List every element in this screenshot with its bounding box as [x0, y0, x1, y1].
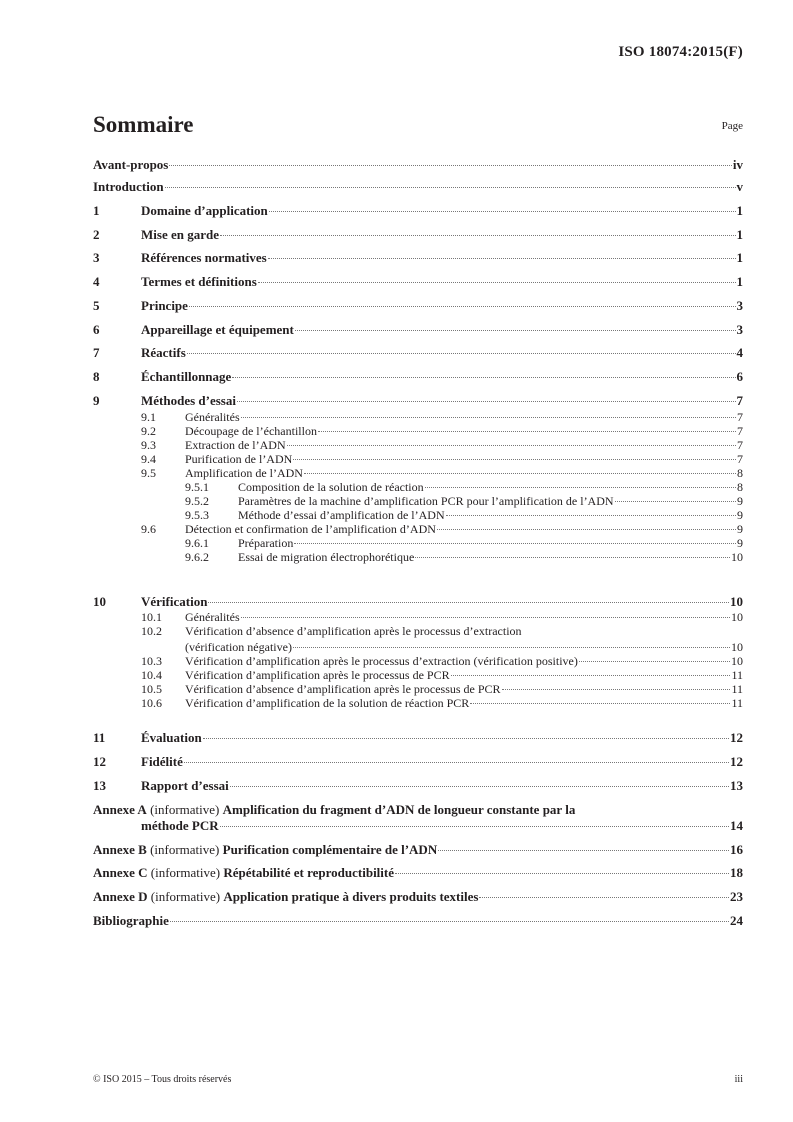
dot-leader: [451, 675, 731, 676]
toc-entry-6[interactable]: [93, 322, 743, 338]
toc-entry-number: 9.2: [141, 424, 156, 438]
annex-informative-tag: (informative): [150, 802, 220, 817]
toc-entry-text: Évaluation: [141, 730, 202, 745]
dot-leader: [203, 738, 729, 739]
toc-entry-text-continued: (vérification négative): [185, 640, 292, 654]
toc-entry-number: 10.2: [141, 624, 162, 638]
toc-entry-8[interactable]: [93, 369, 743, 385]
toc-entry-text: Vérification d’amplification de la solution de réaction PCR: [185, 696, 470, 710]
toc-entry-text: Échantillonnage: [141, 369, 232, 384]
toc-page-number: 7: [737, 410, 743, 424]
toc-entry-number: 9.3: [141, 438, 156, 452]
toc-entry-number: 9.5.1: [185, 480, 209, 494]
toc-entry-number: 9.6.2: [185, 550, 209, 564]
dot-leader: [187, 353, 736, 354]
toc-entry-annex-d[interactable]: [93, 889, 743, 905]
toc-entry-text: Répétabilité et reproductibilité: [223, 865, 395, 880]
dot-leader: [241, 417, 736, 418]
toc-entry-number: 9.4: [141, 452, 156, 466]
toc-entry-1[interactable]: [93, 203, 743, 219]
toc-entry-number: 9.6: [141, 522, 156, 536]
toc-entry-number: 6: [93, 322, 100, 337]
toc-page-number: 10: [730, 594, 743, 609]
toc-page-number: 14: [730, 818, 743, 833]
dot-leader: [220, 235, 736, 236]
toc-entry-text: Extraction de l’ADN: [185, 438, 286, 452]
toc-entry-number: 10.4: [141, 668, 162, 682]
toc-entry-number: 9.1: [141, 410, 156, 424]
toc-entry-number: 8: [93, 369, 100, 384]
annex-informative-tag: (informative): [150, 865, 221, 880]
dot-leader: [287, 445, 736, 446]
toc-page-number: 1: [736, 250, 743, 265]
copyright-notice: © ISO 2015 – Tous droits réservés: [93, 1074, 232, 1085]
toc-entry-text: Détection et confirmation de l’amplification d’ADN: [185, 522, 436, 536]
dot-leader: [269, 211, 736, 212]
annex-label: Annexe B: [93, 842, 147, 857]
page-title: Sommaire: [93, 112, 194, 137]
toc-entry-text: Préparation: [238, 536, 294, 550]
dot-leader: [184, 762, 729, 763]
toc-entry-text: Appareillage et équipement: [141, 322, 294, 337]
toc-entry-annex-b[interactable]: [93, 842, 743, 858]
toc-entry-annex-a[interactable]: [93, 802, 743, 818]
toc-page-number: 16: [730, 842, 743, 857]
toc-entry-text: Méthode d’essai d’amplification de l’ADN: [238, 508, 445, 522]
toc-page-number: iv: [732, 157, 743, 172]
dot-leader: [165, 187, 736, 188]
toc-entry-text: Amplification du fragment d’ADN de longueur constante par la: [222, 802, 576, 817]
toc-page-number: 18: [730, 865, 743, 880]
toc-entry-number: 5: [93, 298, 100, 313]
toc-page-number: 24: [730, 913, 743, 928]
dot-leader: [293, 459, 736, 460]
annex-label: Annexe D: [93, 889, 148, 904]
toc-entry-text: Rapport d’essai: [141, 778, 229, 793]
dot-leader: [579, 661, 730, 662]
dot-leader: [615, 501, 736, 502]
toc-page-number: 7: [737, 438, 743, 452]
toc-entry-5[interactable]: [93, 298, 743, 314]
dot-leader: [437, 529, 736, 530]
toc-entry-text: Application pratique à divers produits textiles: [223, 889, 479, 904]
toc-page-number: 11: [731, 682, 743, 696]
toc-page-number: 8: [737, 480, 743, 494]
toc-page-number: 10: [731, 640, 743, 654]
toc-entry-number: 11: [93, 730, 106, 745]
dot-leader: [237, 401, 736, 402]
toc-entry-number: 4: [93, 274, 100, 289]
toc-page-number: 11: [731, 696, 743, 710]
page-number: iii: [734, 1074, 743, 1085]
toc-entry-text: Vérification: [141, 594, 208, 609]
toc-entry-text: Composition de la solution de réaction: [238, 480, 424, 494]
toc-entry-number: 7: [93, 345, 100, 360]
toc-entry-number: 9.5.2: [185, 494, 209, 508]
toc-entry-text: Références normatives: [141, 250, 267, 265]
toc-entry-text: Domaine d’application: [141, 203, 268, 218]
toc-page-number: 13: [730, 778, 743, 793]
toc-entry-number: 9.6.1: [185, 536, 209, 550]
dot-leader: [318, 431, 736, 432]
toc-entry-text: Principe: [141, 298, 188, 313]
toc-page-number: 9: [737, 494, 743, 508]
dot-leader: [232, 377, 735, 378]
dot-leader: [479, 897, 729, 898]
toc-entry-number: 1: [93, 203, 100, 218]
dot-leader: [470, 703, 730, 704]
dot-leader: [189, 306, 736, 307]
toc-entry-text: Vérification d’amplification après le processus d’extraction (vérification positive): [185, 654, 578, 668]
toc-entry-text: Essai de migration électrophorétique: [238, 550, 415, 564]
toc-entry-number: 9: [93, 393, 100, 408]
dot-leader: [438, 850, 729, 851]
toc-entry-introduction[interactable]: [93, 179, 743, 195]
toc-entry-3[interactable]: [93, 250, 743, 266]
dot-leader: [502, 689, 731, 690]
toc-entry-text: Découpage de l’échantillon: [185, 424, 317, 438]
toc-page-number: 6: [736, 369, 743, 384]
dot-leader: [446, 515, 736, 516]
toc-page-number: v: [736, 179, 743, 194]
toc-entry-text: Réactifs: [141, 345, 186, 360]
toc-entry-number: 10.6: [141, 696, 162, 710]
toc-entry-2[interactable]: [93, 227, 743, 243]
toc-entry-number: 10.1: [141, 610, 162, 624]
toc-entry-10-2[interactable]: [93, 623, 743, 639]
toc-entry-10[interactable]: [93, 594, 743, 610]
toc-entry-12[interactable]: [93, 754, 743, 770]
dot-leader: [268, 258, 736, 259]
toc-entry-text: Amplification de l’ADN: [185, 466, 303, 480]
toc-entry-text: Vérification d’amplification après le processus de PCR: [185, 668, 450, 682]
dot-leader: [241, 617, 730, 618]
toc-entry-text: Avant-propos: [93, 157, 169, 172]
dot-leader: [293, 647, 730, 648]
toc-page-number: 7: [737, 452, 743, 466]
toc-entry-9[interactable]: [93, 393, 743, 409]
annex-label: Annexe C: [93, 865, 148, 880]
toc-entry-text-continued: méthode PCR: [141, 818, 219, 833]
toc-entry-11[interactable]: [93, 730, 743, 746]
dot-leader: [415, 557, 730, 558]
toc-entry-number: 9.5.3: [185, 508, 209, 522]
dot-leader: [170, 921, 729, 922]
dot-leader: [295, 330, 736, 331]
toc-page-number: 23: [730, 889, 743, 904]
toc-entry-number: 13: [93, 778, 106, 793]
toc-page-number: 10: [731, 550, 743, 564]
document-code: ISO 18074:2015(F): [618, 44, 743, 60]
dot-leader: [258, 282, 736, 283]
toc-entry-text: Vérification d’absence d’amplification après le processus de PCR: [185, 682, 501, 696]
dot-leader: [304, 473, 736, 474]
toc-entry-number: 9.5: [141, 466, 156, 480]
toc-page-number: 9: [737, 536, 743, 550]
toc-entry-text: Purification de l’ADN: [185, 452, 293, 466]
toc-entry-text: Bibliographie: [93, 913, 169, 928]
toc-entry-text: Généralités: [185, 610, 240, 624]
toc-page-number: 9: [737, 508, 743, 522]
toc-page-number: 10: [731, 654, 743, 668]
dot-leader: [294, 543, 736, 544]
toc-page-number: 10: [731, 610, 743, 624]
toc-entry-4[interactable]: [93, 274, 743, 290]
toc-page-number: 8: [737, 466, 743, 480]
toc-entry-annex-c[interactable]: [93, 865, 743, 881]
toc-page-number: 11: [731, 668, 743, 682]
toc-entry-text: Généralités: [185, 410, 240, 424]
toc-page-number: 12: [730, 754, 743, 769]
toc-entry-7[interactable]: [93, 345, 743, 361]
annex-label: Annexe A: [93, 802, 147, 817]
toc-entry-text: Introduction: [93, 179, 164, 194]
toc-page-number: 1: [736, 227, 743, 242]
dot-leader: [425, 487, 736, 488]
toc-page-number: 1: [736, 274, 743, 289]
toc-page-number: 3: [736, 298, 743, 313]
dot-leader: [208, 602, 729, 603]
toc-entry-number: 10.5: [141, 682, 162, 696]
annex-informative-tag: (informative): [150, 842, 220, 857]
toc-entry-number: 2: [93, 227, 100, 242]
toc-page-number: 7: [737, 424, 743, 438]
toc-entry-text: Fidélité: [141, 754, 183, 769]
dot-leader: [169, 165, 732, 166]
toc-page-number: 12: [730, 730, 743, 745]
toc-page-number: 3: [736, 322, 743, 337]
toc-page-number: 7: [736, 393, 743, 408]
toc-entry-text: Méthodes d’essai: [141, 393, 236, 408]
toc-entry-text: Vérification d’absence d’amplification après le processus d’extraction: [185, 624, 522, 638]
toc-entry-9-6-2[interactable]: [93, 549, 743, 565]
toc-entry-annex-a-continued[interactable]: [93, 818, 743, 834]
toc-entry-foreword[interactable]: [93, 157, 743, 173]
toc-entry-number: 12: [93, 754, 106, 769]
dot-leader: [395, 873, 729, 874]
toc-entry-10-6[interactable]: [93, 695, 743, 711]
annex-informative-tag: (informative): [150, 889, 221, 904]
toc-entry-13[interactable]: [93, 778, 743, 794]
toc-entry-text: Paramètres de la machine d’amplification PCR pour l’amplification de l’ADN: [238, 494, 614, 508]
dot-leader: [230, 786, 729, 787]
toc-page-number: 1: [736, 203, 743, 218]
toc-page-number: 9: [737, 522, 743, 536]
toc-entry-bibliography[interactable]: [93, 913, 743, 929]
toc-entry-number: 10.3: [141, 654, 162, 668]
toc-entry-text: Mise en garde: [141, 227, 219, 242]
toc-entry-number: 3: [93, 250, 100, 265]
dot-leader: [220, 826, 729, 827]
toc-entry-number: 10: [93, 594, 106, 609]
toc-entry-text: Purification complémentaire de l’ADN: [222, 842, 438, 857]
page-column-label: Page: [721, 120, 743, 132]
toc-page-number: 4: [736, 345, 743, 360]
toc-entry-text: Termes et définitions: [141, 274, 257, 289]
